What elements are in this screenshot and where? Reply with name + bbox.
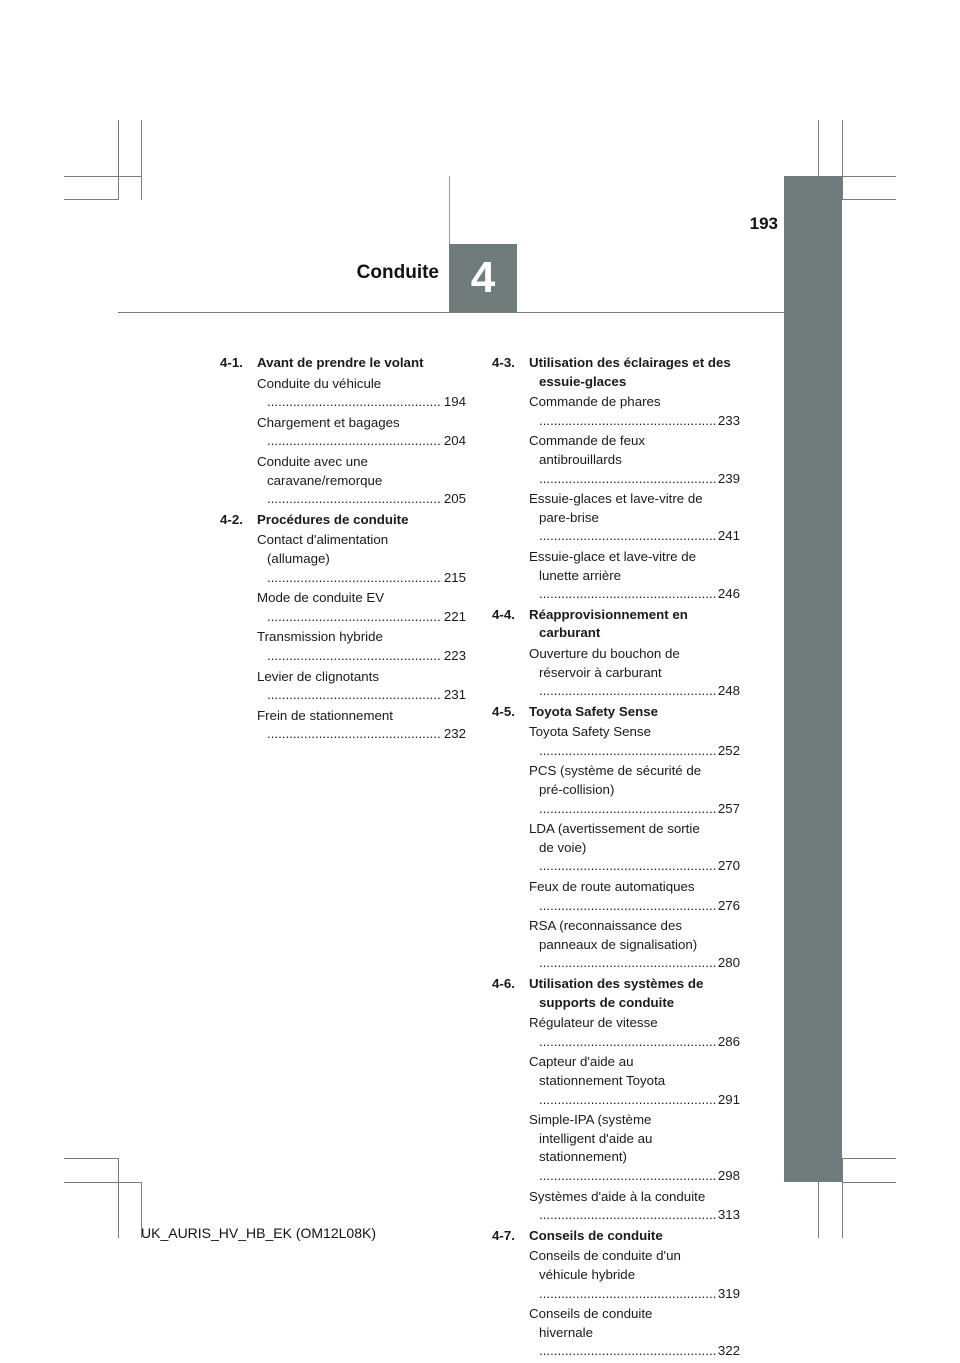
dot-leader	[267, 648, 466, 663]
toc-column-right	[492, 354, 740, 1363]
entry-title: Simple-IPA (système intelligent d'aide au stationnement)	[529, 1112, 653, 1165]
section-heading[interactable]	[492, 975, 740, 1012]
entry-page-number: 298	[716, 1167, 740, 1186]
dot-leader	[539, 528, 740, 543]
entry-page-number: 231	[442, 686, 466, 705]
entry-page-number: 322	[716, 1342, 740, 1361]
section-number: 4-1.	[220, 355, 243, 370]
toc-section	[492, 975, 740, 1225]
entry-title: Levier de clignotants	[257, 668, 379, 684]
section-number: 4-5.	[492, 703, 515, 719]
dot-leader	[267, 609, 466, 624]
section-heading[interactable]	[492, 703, 740, 722]
page-number: 193	[749, 214, 778, 233]
section-title: Avant de prendre le volant	[257, 355, 424, 370]
entry-page-number: 221	[442, 608, 466, 627]
toc-entry[interactable]	[257, 628, 466, 665]
toc-entry[interactable]	[529, 1305, 740, 1361]
dot-leader	[539, 586, 740, 601]
entry-page-number: 276	[716, 897, 740, 916]
toc-section	[492, 1227, 740, 1361]
entry-page-number: 239	[716, 470, 740, 489]
toc-section	[492, 354, 740, 604]
section-heading[interactable]	[492, 1227, 740, 1246]
chapter-number-badge: 4	[449, 244, 517, 312]
crop-mark	[842, 1158, 843, 1238]
vertical-rule	[449, 176, 450, 244]
entry-page-number: 291	[716, 1091, 740, 1110]
crop-mark	[842, 176, 896, 177]
crop-mark	[842, 1158, 896, 1159]
toc-entry[interactable]	[529, 820, 740, 876]
dot-leader	[539, 471, 740, 486]
section-title: Réapprovisionnement en carburant	[529, 606, 688, 641]
entry-title: Feux de route automatiques	[529, 879, 695, 895]
toc-section	[220, 354, 466, 509]
entry-title: Essuie-glace et lave-vitre de lunette arrière	[529, 548, 697, 583]
header-rule	[118, 312, 784, 313]
chapter-sidebar-tab	[784, 176, 842, 1182]
toc-entry[interactable]	[257, 668, 466, 705]
toc-entry[interactable]	[529, 393, 740, 430]
entry-page-number: 223	[442, 647, 466, 666]
entry-title: Commande de feux antibrouillards	[529, 433, 646, 467]
dot-leader	[539, 743, 740, 758]
entry-page-number: 204	[442, 432, 466, 451]
crop-mark	[842, 1182, 896, 1183]
crop-mark	[118, 1158, 119, 1238]
section-number: 4-2.	[220, 511, 243, 527]
entry-title: Conduite avec une caravane/remorque	[257, 453, 383, 488]
toc-entry[interactable]	[257, 531, 466, 587]
toc-entry[interactable]	[529, 548, 740, 604]
entry-title: Conseils de conduite d'un véhicule hybride	[529, 1248, 681, 1282]
section-heading[interactable]	[492, 354, 740, 391]
crop-mark	[64, 1158, 118, 1159]
toc-entry[interactable]	[529, 917, 740, 973]
dot-leader	[539, 801, 740, 816]
section-number: 4-7.	[492, 1227, 515, 1243]
dot-leader	[539, 1207, 740, 1222]
entry-page-number: 205	[442, 490, 466, 509]
entry-title: Toyota Safety Sense	[529, 724, 651, 740]
entry-page-number: 246	[716, 585, 740, 604]
entry-title: Ouverture du bouchon de réservoir à carburant	[529, 645, 680, 680]
entry-title: PCS (système de sécurité de pré-collision)	[529, 763, 702, 798]
toc-entry[interactable]	[529, 490, 740, 546]
entry-title: Chargement et bagages	[257, 414, 400, 430]
toc-section	[492, 606, 740, 701]
section-number: 4-3.	[492, 355, 515, 370]
crop-mark	[64, 176, 142, 177]
crop-mark	[818, 1182, 819, 1238]
entry-page-number: 232	[442, 725, 466, 744]
entry-page-number: 286	[716, 1033, 740, 1052]
toc-section	[220, 511, 466, 744]
dot-leader	[539, 413, 740, 428]
section-number: 4-6.	[492, 976, 515, 991]
entry-title: Conseils de conduite hivernale	[529, 1306, 653, 1340]
dot-leader	[539, 1092, 740, 1107]
toc-entry[interactable]	[257, 375, 466, 412]
section-title: Toyota Safety Sense	[529, 703, 659, 719]
section-title: Conseils de conduite	[529, 1227, 663, 1243]
section-title: Procédures de conduite	[257, 511, 409, 527]
dot-leader	[539, 898, 740, 913]
entry-title: Essuie-glaces et lave-vitre de pare-brise	[529, 491, 703, 525]
toc-entry[interactable]	[257, 707, 466, 744]
dot-leader	[267, 394, 466, 409]
section-title: Utilisation des éclairages et des essuie-glaces	[529, 355, 731, 389]
dot-leader	[539, 1286, 740, 1301]
entry-title: Mode de conduite EV	[257, 590, 385, 606]
entry-title: Transmission hybride	[257, 629, 383, 645]
toc-entry[interactable]	[529, 762, 740, 818]
dot-leader	[267, 433, 466, 448]
entry-page-number: 233	[716, 412, 740, 431]
dot-leader	[267, 687, 466, 702]
section-number: 4-4.	[492, 606, 515, 622]
entry-page-number: 215	[442, 569, 466, 588]
dot-leader	[539, 1343, 740, 1358]
crop-mark	[118, 120, 119, 200]
entry-page-number: 313	[716, 1206, 740, 1225]
crop-mark	[842, 199, 896, 200]
entry-title: RSA (reconnaissance des panneaux de signalisation)	[529, 918, 698, 952]
dot-leader	[267, 570, 466, 585]
section-heading[interactable]	[220, 354, 466, 373]
section-title: Utilisation des systèmes de supports de conduite	[529, 976, 704, 1010]
entry-page-number: 319	[716, 1285, 740, 1304]
entry-title: Commande de phares	[529, 394, 661, 410]
entry-page-number: 252	[716, 742, 740, 761]
crop-mark	[64, 199, 118, 200]
toc-entry[interactable]	[529, 1053, 740, 1109]
entry-title: Régulateur de vitesse	[529, 1015, 658, 1031]
chapter-title: Conduite	[356, 262, 439, 283]
entry-title: Frein de stationnement	[257, 707, 394, 723]
toc-entry[interactable]	[529, 1247, 740, 1303]
entry-title: LDA (avertissement de sortie de voie)	[529, 821, 700, 855]
section-heading[interactable]	[220, 511, 466, 530]
toc-entry[interactable]	[257, 453, 466, 509]
dot-leader	[539, 1168, 740, 1183]
entry-title: Conduite du véhicule	[257, 375, 382, 391]
entry-page-number: 194	[442, 393, 466, 412]
dot-leader	[539, 683, 740, 698]
toc-section	[492, 703, 740, 973]
section-heading[interactable]	[492, 606, 740, 643]
document-code: UK_AURIS_HV_HB_EK (OM12L08K)	[141, 1225, 376, 1241]
entry-title: Capteur d'aide au stationnement Toyota	[529, 1054, 666, 1088]
dot-leader	[539, 1034, 740, 1049]
dot-leader	[539, 858, 740, 873]
entry-page-number: 280	[716, 954, 740, 973]
toc-entry[interactable]	[529, 1111, 740, 1185]
toc-entry[interactable]	[529, 878, 740, 915]
dot-leader	[267, 491, 466, 506]
toc-entry[interactable]	[257, 589, 466, 626]
crop-mark	[842, 120, 843, 200]
toc-entry[interactable]	[529, 1188, 740, 1225]
dot-leader	[539, 955, 740, 970]
entry-page-number: 270	[716, 857, 740, 876]
entry-title: Systèmes d'aide à la conduite	[529, 1188, 706, 1204]
dot-leader	[267, 726, 466, 741]
entry-page-number: 248	[716, 682, 740, 701]
toc-entry[interactable]	[529, 723, 740, 760]
toc-entry[interactable]	[529, 432, 740, 488]
crop-mark	[64, 1182, 142, 1183]
toc-column-left	[220, 354, 466, 746]
entry-page-number: 257	[716, 800, 740, 819]
entry-page-number: 241	[716, 527, 740, 546]
entry-title: Contact d'alimentation (allumage)	[257, 532, 389, 566]
toc-entry[interactable]	[257, 414, 466, 451]
toc-entry[interactable]	[529, 1014, 740, 1051]
toc-entry[interactable]	[529, 645, 740, 701]
crop-mark	[141, 120, 142, 200]
